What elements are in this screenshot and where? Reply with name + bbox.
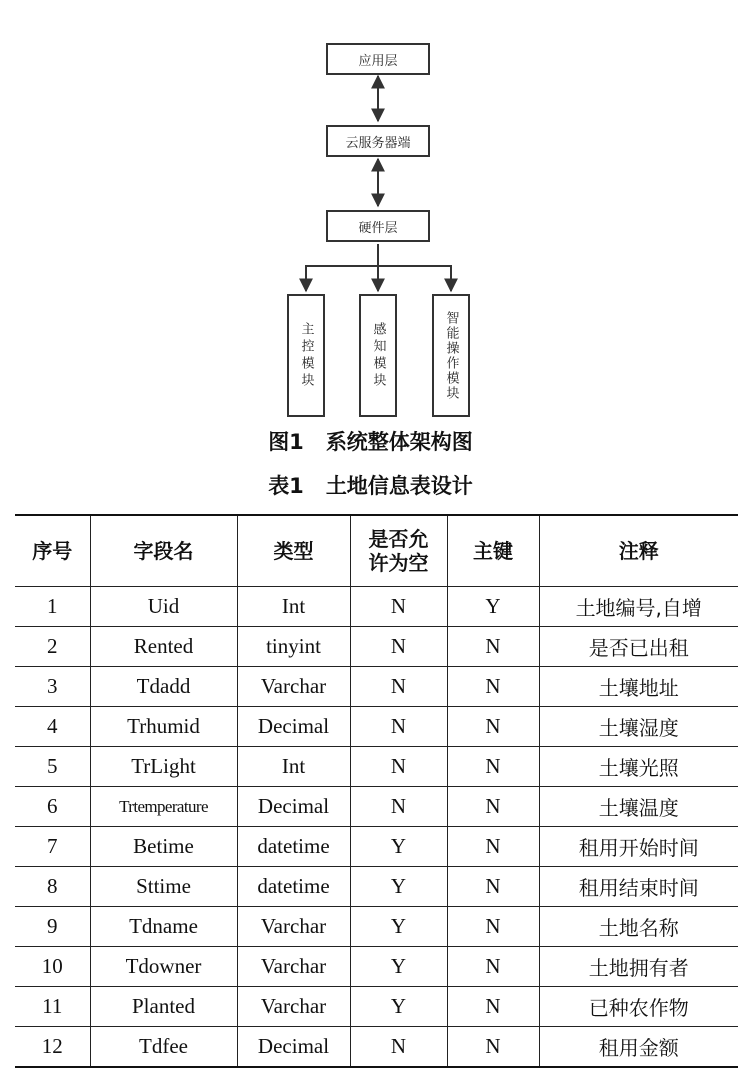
cell-nullable: Y [350, 827, 447, 867]
cell-index: 3 [15, 667, 90, 707]
cell-nullable: Y [350, 907, 447, 947]
cell-primary-key: N [447, 707, 539, 747]
header-primary-key: 主键 [447, 515, 539, 587]
cell-index: 1 [15, 587, 90, 627]
cell-type: datetime [237, 867, 350, 907]
cell-index: 4 [15, 707, 90, 747]
cell-nullable: N [350, 787, 447, 827]
cell-index: 5 [15, 747, 90, 787]
node-application-layer-label: 应用层 [358, 53, 398, 69]
table-row [15, 587, 738, 627]
cell-field-name: Tdowner [90, 947, 237, 987]
cell-type: Varchar [237, 667, 350, 707]
figure-caption-number: 图1 [268, 430, 304, 454]
cell-field-name: Rented [90, 627, 237, 667]
cell-type: tinyint [237, 627, 350, 667]
table-row [15, 947, 738, 987]
cell-field-name: Betime [90, 827, 237, 867]
node-application-layer [326, 43, 430, 75]
cell-primary-key: N [447, 787, 539, 827]
cell-nullable: Y [350, 947, 447, 987]
cell-type: Varchar [237, 947, 350, 987]
header-field-name: 字段名 [90, 515, 237, 587]
cell-index: 10 [15, 947, 90, 987]
cell-comment: 已种农作物 [539, 987, 738, 1027]
figure-caption [0, 426, 741, 456]
cell-field-name: Planted [90, 987, 237, 1027]
table-row [15, 987, 738, 1027]
cell-index: 12 [15, 1027, 90, 1068]
cell-index: 8 [15, 867, 90, 907]
cell-comment: 土壤地址 [539, 667, 738, 707]
table-caption-number: 表1 [268, 474, 304, 498]
cell-nullable: Y [350, 867, 447, 907]
node-hardware-layer-label: 硬件层 [358, 220, 398, 236]
node-main-control-label: 主控模块 [298, 321, 314, 390]
cell-index: 9 [15, 907, 90, 947]
cell-field-name: Tdname [90, 907, 237, 947]
cell-type: datetime [237, 827, 350, 867]
cell-type: Int [237, 587, 350, 627]
node-cloud-server [326, 125, 430, 157]
table-caption-title: 土地信息表设计 [325, 474, 473, 498]
cell-comment: 土地编号,自增 [539, 587, 738, 627]
cell-field-name: Trtemperature [90, 787, 237, 827]
header-nullable-label: 是否允许为空 [368, 527, 429, 575]
cell-index: 2 [15, 627, 90, 667]
table-caption [0, 470, 741, 500]
header-nullable [350, 515, 447, 587]
cell-nullable: N [350, 667, 447, 707]
land-info-table [15, 514, 738, 1068]
table-row [15, 707, 738, 747]
cell-primary-key: N [447, 1027, 539, 1068]
cell-type: Int [237, 747, 350, 787]
cell-index: 6 [15, 787, 90, 827]
cell-comment: 是否已出租 [539, 627, 738, 667]
header-index: 序号 [15, 515, 90, 587]
node-hardware-layer [326, 210, 430, 242]
cell-field-name: Tdfee [90, 1027, 237, 1068]
node-sensing-label: 感知模块 [370, 321, 386, 390]
cell-comment: 租用结束时间 [539, 867, 738, 907]
header-type: 类型 [237, 515, 350, 587]
node-smart-operation-module [432, 294, 470, 417]
cell-nullable: N [350, 747, 447, 787]
architecture-diagram [0, 0, 741, 430]
cell-comment: 土地拥有者 [539, 947, 738, 987]
cell-primary-key: N [447, 747, 539, 787]
cell-index: 7 [15, 827, 90, 867]
cell-primary-key: N [447, 987, 539, 1027]
header-comment: 注释 [539, 515, 738, 587]
cell-comment: 土壤湿度 [539, 707, 738, 747]
cell-primary-key: N [447, 667, 539, 707]
cell-primary-key: N [447, 867, 539, 907]
table-row [15, 667, 738, 707]
figure-caption-title: 系统整体架构图 [325, 430, 473, 454]
node-smart-operation-label: 智能操作模块 [443, 310, 459, 401]
table-header-row [15, 515, 738, 587]
cell-field-name: Trhumid [90, 707, 237, 747]
table-row [15, 827, 738, 867]
cell-nullable: N [350, 627, 447, 667]
cell-primary-key: N [447, 907, 539, 947]
cell-primary-key: N [447, 827, 539, 867]
node-cloud-server-label: 云服务器端 [345, 135, 411, 151]
cell-index: 11 [15, 987, 90, 1027]
cell-primary-key: N [447, 627, 539, 667]
cell-comment: 土壤光照 [539, 747, 738, 787]
cell-nullable: N [350, 1027, 447, 1068]
cell-nullable: Y [350, 987, 447, 1027]
table-row [15, 787, 738, 827]
cell-type: Varchar [237, 987, 350, 1027]
cell-type: Decimal [237, 787, 350, 827]
node-main-control-module [287, 294, 325, 417]
table-row [15, 867, 738, 907]
table-row [15, 1027, 738, 1068]
cell-primary-key: Y [447, 587, 539, 627]
table-row [15, 627, 738, 667]
cell-field-name: Uid [90, 587, 237, 627]
cell-type: Decimal [237, 707, 350, 747]
cell-type: Varchar [237, 907, 350, 947]
table-row [15, 747, 738, 787]
cell-comment: 土壤温度 [539, 787, 738, 827]
table-row [15, 907, 738, 947]
cell-field-name: Tdadd [90, 667, 237, 707]
cell-primary-key: N [447, 947, 539, 987]
cell-field-name: Sttime [90, 867, 237, 907]
cell-type: Decimal [237, 1027, 350, 1068]
node-sensing-module [359, 294, 397, 417]
cell-nullable: N [350, 587, 447, 627]
cell-nullable: N [350, 707, 447, 747]
cell-comment: 土地名称 [539, 907, 738, 947]
cell-comment: 租用开始时间 [539, 827, 738, 867]
cell-field-name: TrLight [90, 747, 237, 787]
cell-comment: 租用金额 [539, 1027, 738, 1068]
